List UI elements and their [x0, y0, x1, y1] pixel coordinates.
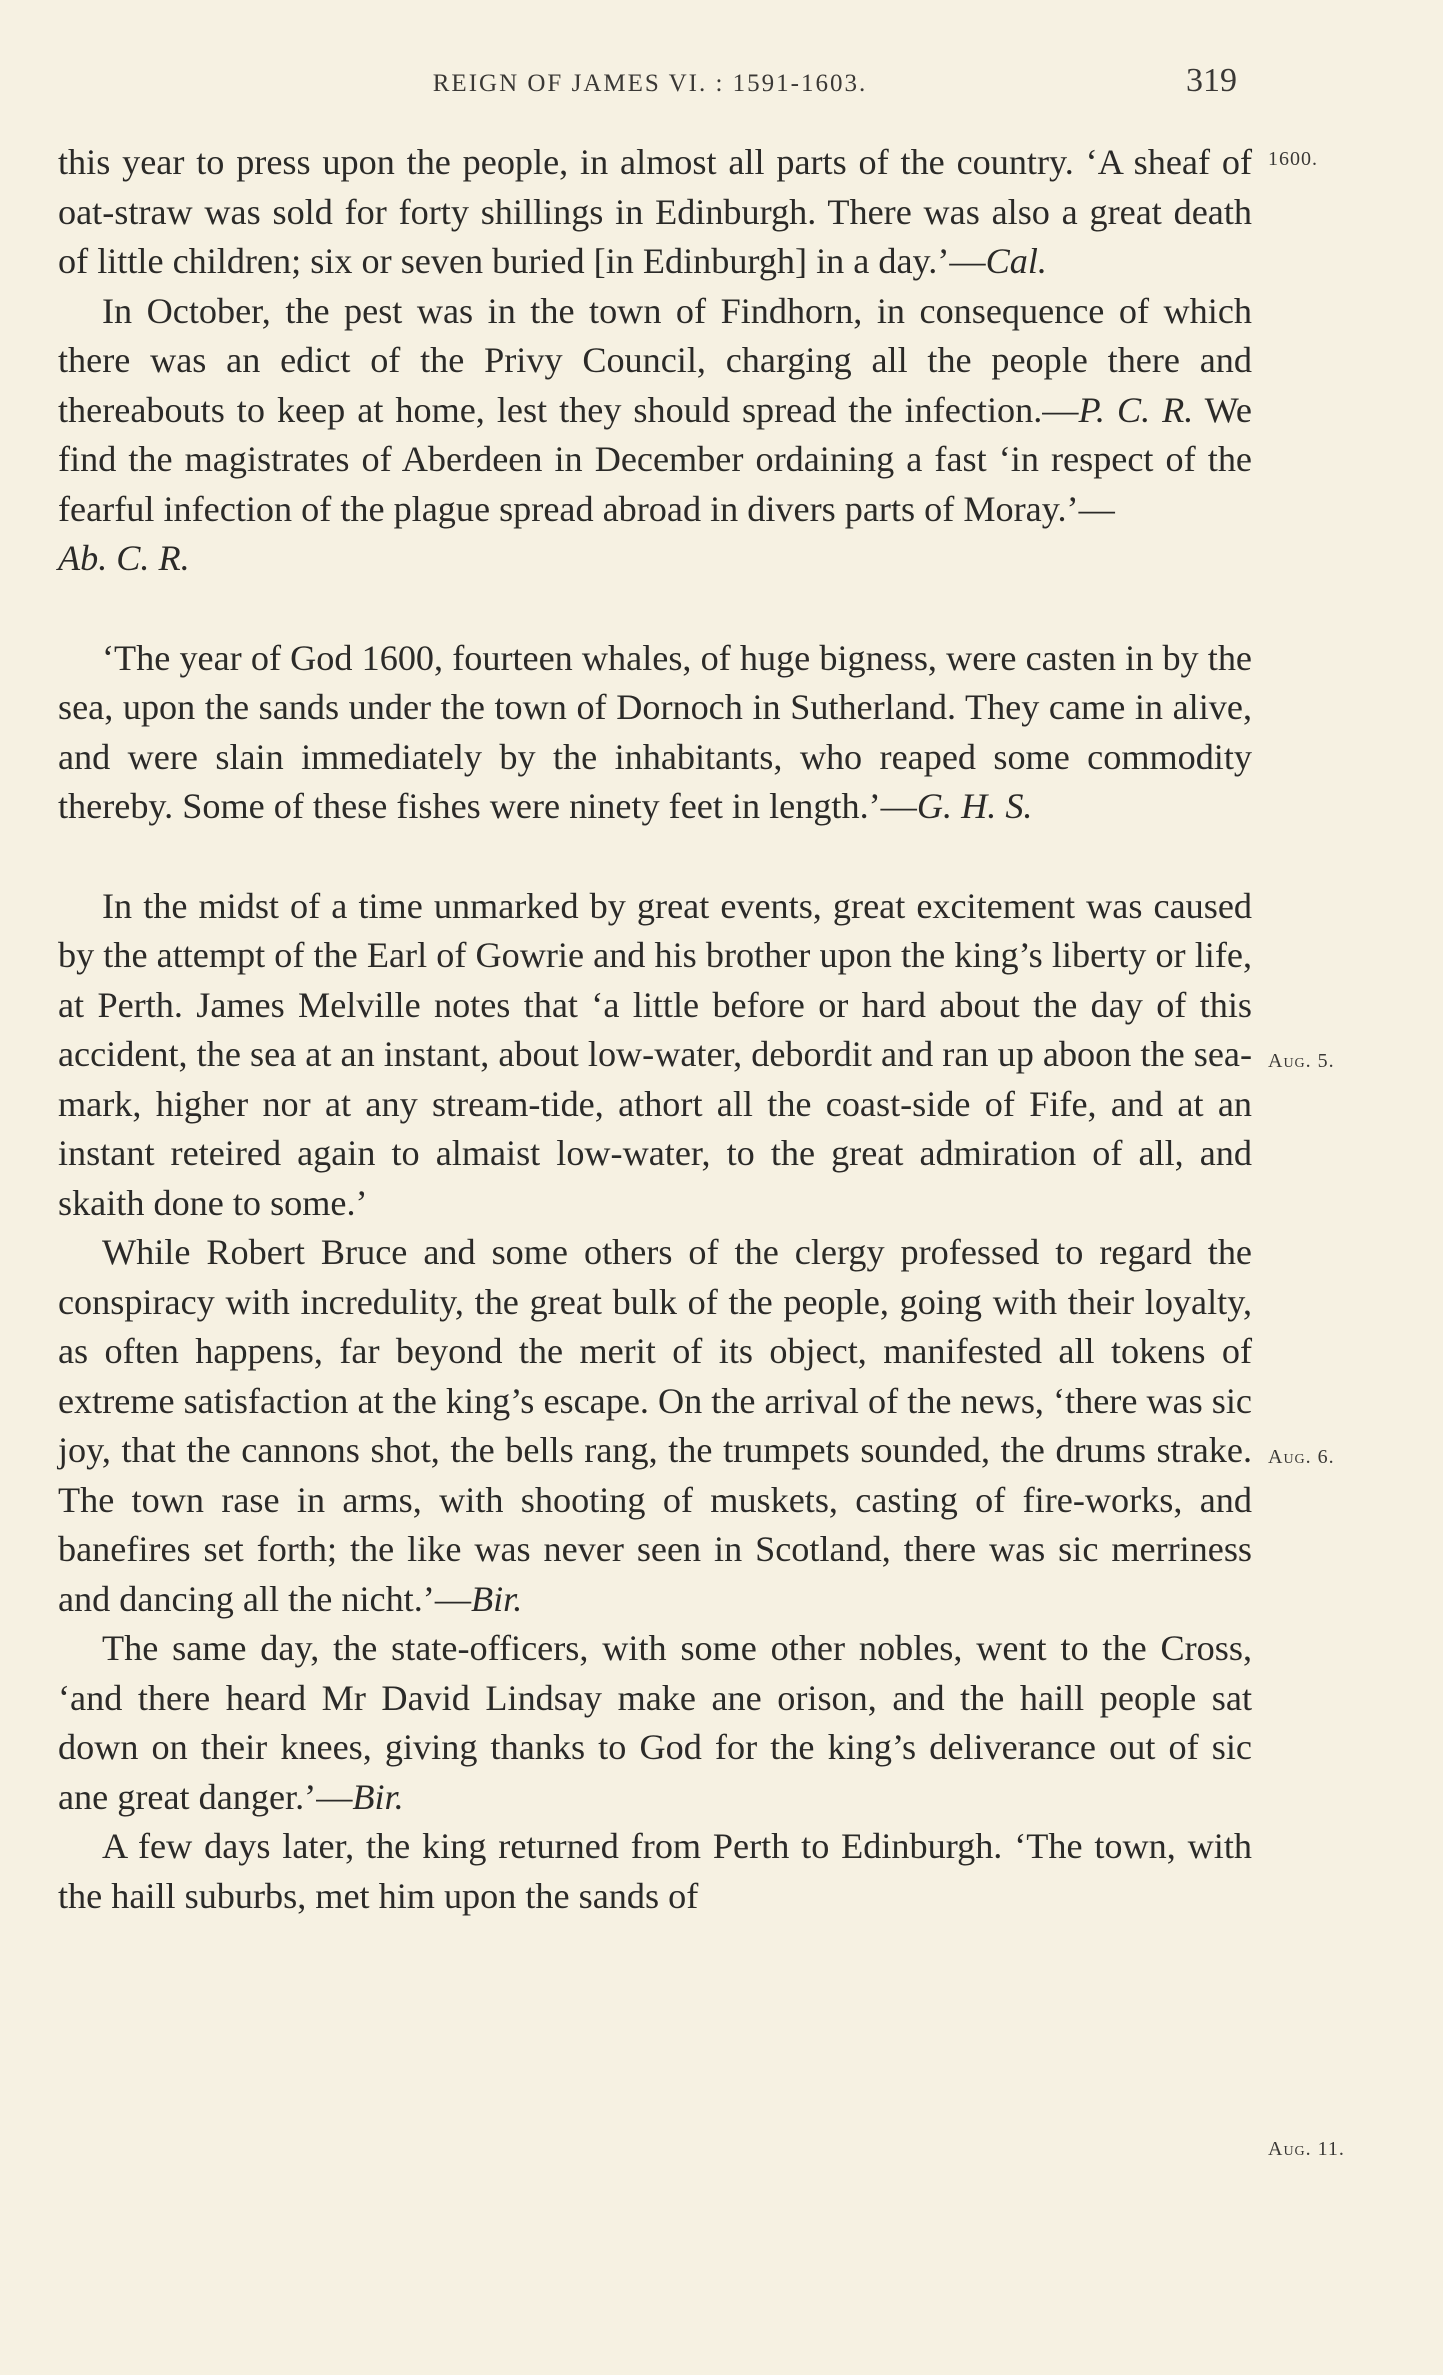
paragraph-5 [58, 1228, 1252, 1624]
paragraph-6 [58, 1624, 1252, 1822]
paragraph-4: In the midst of a time unmarked by great events, great excitement was caused by the attempt of the Earl of Gowrie and his brother upon the king’s liberty or life, at Perth. James Melville notes that ‘a little before or hard about the day of this accident, the sea at an instant, about low-water, debordit and ran up aboon the sea-mark, higher nor at any stream-tide, athort all the coast-side of Fife, and at an instant reteired again to almaist low-water, to the great admiration of all, and skaith done to some.’ [58, 885, 1252, 1223]
paragraph-3-text: ‘The year of God 1600, fourteen whales, of huge bigness, were casten in by the sea, upon the sands under the town of Dornoch in Sutherland. They came in alive, and were slain immediately by the inhabitants, who reaped some commodity thereby. Some of these fishes were ninety feet in length.’— [58, 637, 1252, 826]
margin-note-aug-6: Aug. 6. [1268, 1446, 1335, 1468]
paragraph-1 [58, 138, 1252, 287]
citation-ghs: G. H. S. [916, 786, 1033, 826]
paragraph-1-text: this year to press upon the people, in almost all parts of the country. ‘A sheaf of oat-straw was sold for forty shillings in Edinburgh. There was also a great death of little children; six or seven buried [in Edinburgh] in a day.’— [58, 142, 1252, 281]
margin-note-aug-11: Aug. 11. [1268, 2138, 1345, 2160]
paragraph-gap [58, 832, 1252, 882]
citation-abcr: Ab. C. R. [58, 538, 190, 578]
page-number: 319 [1186, 62, 1237, 99]
citation-bir-2: Bir. [352, 1776, 404, 1817]
paragraph-5-text: While Robert Bruce and some others of the clergy professed to regard the conspiracy with incredulity, the great bulk of the people, going with their loyalty, as often happens, far beyond the merit of its object, manifested all tokens of extreme satisfaction at the king’s escape. On the arrival of the news, ‘there was sic joy, that the cannons shot, the bells rang, the trumpets sounded, the drums strake. The town rase in arms, with shooting of muskets, casting of fire-works, and banefires set forth; the like was never seen in Scotland, there was sic merriness and dancing all the nicht.’— [58, 1232, 1252, 1619]
paragraph-gap [58, 584, 1252, 634]
margin-note-aug-5: Aug. 5. [1268, 1050, 1335, 1072]
citation-pcr: P. C. R. [1078, 389, 1194, 430]
paragraph-7: A few days later, the king returned from Perth to Edinburgh. ‘The town, with the haill suburbs, met him upon the sands of [58, 1826, 1252, 1916]
text-column [58, 138, 1252, 1921]
paragraph-6-text: The same day, the state-officers, with some other nobles, went to the Cross, ‘and there heard Mr David Lindsay make ane orison, and the haill people sat down on their knees, giving thanks to God for the king’s deliverance out of sic ane great danger.’— [58, 1628, 1252, 1817]
paragraph-2-text: In October, the pest was in the town of Findhorn, in consequence of which there was an edict of the Privy Council, charging all the people there and thereabouts to keep at home, lest they should spread the infection.— [58, 290, 1252, 430]
margin-note-year: 1600. [1268, 148, 1318, 170]
paragraph-3 [58, 634, 1252, 832]
running-head: REIGN OF JAMES VI. : 1591-1603. [432, 70, 868, 97]
citation-cal: Cal. [985, 241, 1047, 281]
paragraph-2-text-b: We find the magistrates of Aberdeen in December ordaining a fast ‘in respect of the fearful infection of the plague spread abroad in divers parts of Moray.’— [58, 389, 1252, 529]
citation-bir-1: Bir. [471, 1578, 523, 1619]
paragraph-2 [58, 287, 1252, 584]
